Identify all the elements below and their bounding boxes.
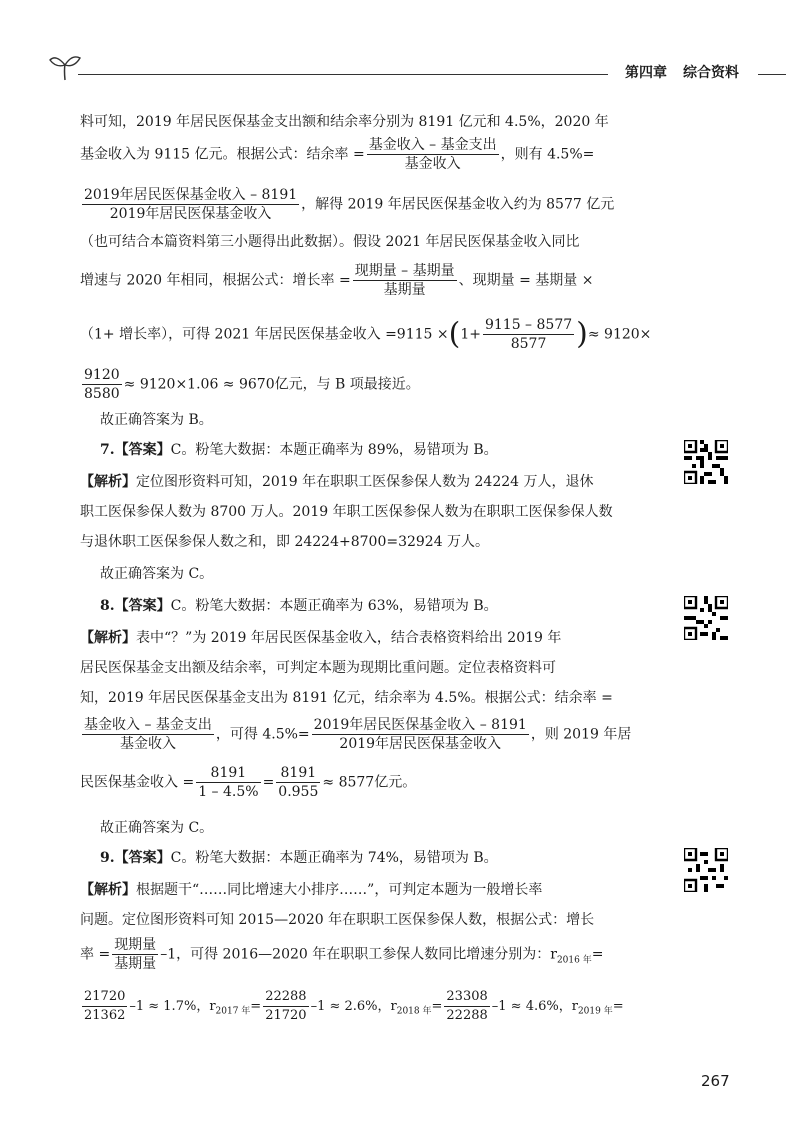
header-rule <box>78 74 608 75</box>
text-line-formula: 率 = $\frac{\text{现期量}}{\text{基期量}}$ –1，可得 2016—2020 年在职职工参保人数同比增速分别为：$r_{2016 年}=$ <box>80 937 604 972</box>
text-line: 问题。定位图形资料可知 2015—2020 年在职职工医保参保人数，根据公式：增长 <box>80 912 595 928</box>
qr-code-icon[interactable] <box>684 596 728 640</box>
fraction: $\frac{9115 - 8577}{8577}$ <box>484 317 573 352</box>
text-line: 料可知，2019 年居民医保基金支出额和结余率分别为 8191 亿元和 4.5%，2020 年 <box>80 114 609 130</box>
fraction: $\frac{21720}{21362}$ <box>84 989 126 1023</box>
chapter-title: 第四章 综合资料 <box>625 65 739 81</box>
question-7-analysis: 【解析】定位图形资料可知，2019 年在职职工医保参保人数为 24224 万人，退休 <box>80 474 594 490</box>
text-line: 居民医保基金支出额及结余率，可判定本题为现期比重问题。定位表格资料可 <box>80 660 556 676</box>
answer-line: 故正确答案为 C。 <box>100 820 214 836</box>
fraction: $\frac{\text{基金收入 – 基金支出}}{\text{基金收入}}$ <box>84 717 212 752</box>
page-header <box>40 58 785 88</box>
fraction: $\frac{\text{2019年居民医保基金收入 – 8191}}{\text{2019年居民医保基金收入}}$ <box>84 187 298 222</box>
text-line: 职工医保参保人数为 8700 万人。2019 年职工医保参保人数为在职职工医保参保人数 <box>80 504 613 520</box>
sprout-logo-icon <box>48 50 82 84</box>
fraction: $\frac{22288}{21720}$ <box>265 989 307 1023</box>
answer-line: 故正确答案为 B。 <box>100 412 213 428</box>
fraction: $\frac{\text{现期量 – 基期量}}{\text{基期量}}$ <box>354 263 455 298</box>
fraction: $\frac{9120}{8580}$ <box>84 367 120 402</box>
question-8-answer: 8.【答案】C。粉笔大数据：本题正确率为 63%，易错项为 B。 <box>100 598 498 614</box>
qr-code-icon[interactable] <box>684 440 728 484</box>
page-number: 267 <box>701 1072 730 1090</box>
fraction: $\frac{23308}{22288}$ <box>446 989 488 1023</box>
fraction: $\frac{8191}{1 - 4.5\%}$ <box>198 765 259 800</box>
question-9-analysis: 【解析】根据题干“……同比增速大小排序……”，可判定本题为一般增长率 <box>80 882 543 898</box>
text-line: （也可结合本篇资料第三小题得出此数据）。假设 2021 年居民医保基金收入同比 <box>80 234 580 250</box>
text-line: 知，2019 年居民医保基金支出为 8191 亿元，结余率为 4.5%。根据公式：结余率 = <box>80 690 613 706</box>
text-line-formula: 增速与 2020 年相同，根据公式：增长率 = $\frac{\text{现期量 – 基期量}}{\text{基期量}}$ 、现期量 = 基期量 × <box>80 263 594 298</box>
question-7-answer: 7.【答案】C。粉笔大数据：本题正确率为 89%，易错项为 B。 <box>100 442 498 458</box>
text-line-formula: $\frac{21720}{21362}$ –1 ≈ 1.7%，$r_{2017 年}=$ $\frac{22288}{21720}$ –1 ≈ 2.6%，$r_{2018 年}=$ $\frac{23308}{22288}$ –1 ≈ 4.6%，$r_{2019 年}=$ <box>84 989 624 1023</box>
question-9-answer: 9.【答案】C。粉笔大数据：本题正确率为 74%，易错项为 B。 <box>100 850 498 866</box>
qr-code-icon[interactable] <box>684 848 728 892</box>
header-rule-end <box>758 74 786 75</box>
text-line: 与退休职工医保参保人数之和，即 24224+8700=32924 万人。 <box>80 534 490 550</box>
text-line-formula: （1+ 增长率），可得 2021 年居民医保基金收入 =9115 ×(1+ $\frac{9115 - 8577}{8577}$ )≈ 9120× <box>80 316 652 352</box>
text-line-formula: $\frac{9120}{8580}$ ≈ 9120×1.06 ≈ 9670亿元，与 B 项最接近。 <box>84 367 420 402</box>
answer-line: 故正确答案为 C。 <box>100 566 214 582</box>
fraction: $\frac{\text{基金收入 – 基金支出}}{\text{基金收入}}$ <box>368 137 497 172</box>
fraction: $\frac{\text{现期量}}{\text{基期量}}$ <box>114 937 157 972</box>
question-8-analysis: 【解析】表中“？”为 2019 年居民医保基金收入，结合表格资料给出 2019 年 <box>80 630 562 646</box>
text-line-formula: 民医保基金收入 = $\frac{8191}{1 - 4.5\%}$ = $\frac{8191}{0.955}$ ≈ 8577亿元。 <box>80 765 417 800</box>
text-line-formula: $\frac{\text{基金收入 – 基金支出}}{\text{基金收入}}$ ，可得 4.5%= $\frac{\text{2019年居民医保基金收入 – 8191}}{\text{2019年居民医保基金收入}}$ ，则 2019 年居 <box>84 717 632 752</box>
text-line-formula: 基金收入为 9115 亿元。根据公式：结余率 = $\frac{\text{基金收入 – 基金支出}}{\text{基金收入}}$ ，则有 4.5%= <box>80 137 595 172</box>
fraction: $\frac{\text{2019年居民医保基金收入 – 8191}}{\text{2019年居民医保基金收入}}$ <box>313 717 527 752</box>
fraction: $\frac{8191}{0.955}$ <box>278 765 319 800</box>
text-line-formula: $\frac{\text{2019年居民医保基金收入 – 8191}}{\text{2019年居民医保基金收入}}$ ，解得 2019 年居民医保基金收入约为 8577 亿元 <box>84 187 615 222</box>
